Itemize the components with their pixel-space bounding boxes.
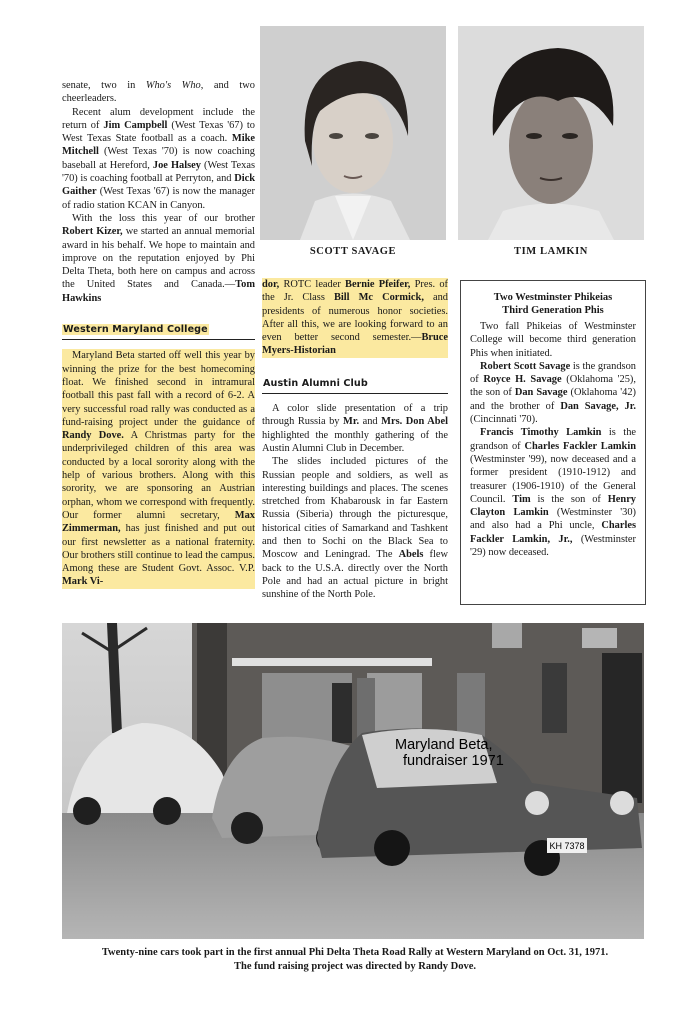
maryland-continued-paragraph xyxy=(262,278,448,358)
bold-name: Charles Fackler Lamkin, Jr., xyxy=(470,520,636,545)
westminster-sidebar-box xyxy=(460,280,646,605)
bold-name: Bill Mc Cormick, xyxy=(333,292,424,304)
bold-name: Dan Savage xyxy=(514,387,568,399)
austin-paragraph-2 xyxy=(262,455,448,601)
text-run: is the son of xyxy=(530,493,608,505)
road-rally-photo xyxy=(62,623,644,939)
bold-name: Mrs. Don Abel xyxy=(381,416,448,428)
text-run: flew back to the U.S.A. directly over the North Pole and had an actual picture in bright sunshine of the North Pole. xyxy=(262,549,448,601)
bold-name: dor, xyxy=(262,279,280,290)
text-run: ROTC leader xyxy=(279,279,346,290)
bold-name: Royce H. Savage xyxy=(483,374,562,386)
caption-tim-lamkin: TIM LAMKIN xyxy=(514,246,588,257)
bold-name: Mark Vi- xyxy=(62,576,104,588)
bold-name: Tim xyxy=(512,493,531,505)
text-run: and presidents of numerous honor societies. After all this, we are looking forward to an even better second semester.— xyxy=(262,292,448,344)
austin-paragraph-1 xyxy=(262,402,448,455)
bold-name: Mike Mitchell xyxy=(62,133,255,158)
text-run: Recent alum development include the return of xyxy=(62,106,255,131)
bold-name: Dick Gaither xyxy=(62,173,255,198)
bold-name: Randy Dove. xyxy=(62,430,124,442)
bold-name: Max Zimmerman, xyxy=(62,509,255,535)
text-run: (West Texas '70) is now coaching baseball at Hereford, xyxy=(62,146,255,171)
text-run: (Westminster '30) and also had a Phi uncle, xyxy=(470,507,636,532)
box-paragraph-3 xyxy=(470,426,636,559)
road-rally-caption: Twenty-nine cars took part in the first annual Phi Delta Theta Road Rally at Western Maryland on Oct. 31, 1971. The fund raising project was directed by Randy Dove. xyxy=(101,947,609,972)
text-run: is the grandson of xyxy=(470,427,636,452)
middle-column xyxy=(262,278,448,602)
text-run: is the grandson of xyxy=(470,360,636,386)
text-run: (West Texas '70) is coaching football at Perryton, and xyxy=(62,159,255,185)
bold-name: Jim Campbell xyxy=(103,119,168,131)
bold-name: Joe Halsey xyxy=(152,159,201,171)
left-column xyxy=(62,79,255,589)
text-run: (West Texas '67) to West Texas State football as a coach. xyxy=(62,119,255,145)
photo-overlay-label: Maryland Beta, fundraiser 1971 xyxy=(395,737,504,769)
text-run: A color slide presentation of a trip through Russia by xyxy=(262,403,448,428)
text-run: highlighted the monthly gathering of the Austin Alumni Club in December. xyxy=(262,429,448,454)
memorial-paragraph xyxy=(62,212,255,305)
bold-name: Charles Fackler Lamkin xyxy=(524,440,636,452)
text-run: The slides included pictures of the Russian people and soldiers, as well as interesting buildings and places. The scenes stretched from Khabarousk in far Eastern Russia (Siberia) through the picturesque, historical cities of Samarkand and Tashkent and then to Sochi on the Black Sea to Moscow and Leningrad. The xyxy=(262,456,448,561)
portrait-photo-tim-lamkin xyxy=(458,26,644,240)
intro-paragraph: senate, two in Who's Who, and two cheerleaders. xyxy=(62,80,255,105)
bold-name: Henry Clayton Lamkin xyxy=(470,493,636,519)
section-heading-austin-alumni: Austin Alumni Club xyxy=(262,377,448,394)
portrait-illustration xyxy=(260,26,446,240)
text-run: (Cincinnati '70). xyxy=(470,414,538,426)
text-run: and xyxy=(359,416,382,428)
text-run: Pres. of the Jr. Class xyxy=(262,279,448,304)
bold-name: Mr. xyxy=(343,416,360,428)
box-paragraph-1 xyxy=(470,320,636,360)
alum-paragraph xyxy=(62,106,255,212)
bold-name: Robert Kizer, xyxy=(62,226,123,238)
text-run: (West Texas '67) is now the manager of radio station KCAN in Canyon. xyxy=(62,186,255,211)
license-plate: KH 7378 xyxy=(549,841,585,851)
bold-name: Tom Hawkins xyxy=(62,279,255,304)
bold-name: Bruce Myers-Historian xyxy=(262,332,448,357)
bold-name: Francis Timothy Lamkin xyxy=(480,427,602,439)
caption-scott-savage: SCOTT SAVAGE xyxy=(309,246,397,257)
portrait-photo-scott-savage xyxy=(260,26,446,240)
text-run: (Oklahoma '25), the son of xyxy=(470,374,636,399)
section-heading-western-maryland: Western Maryland College xyxy=(62,323,255,340)
text-run: Two fall Phikeias of Westminster College will become third generation Phis when initiated. xyxy=(470,321,636,359)
box-paragraph-2 xyxy=(470,360,636,426)
text-run: (Oklahoma '42) and the brother of xyxy=(470,387,636,412)
text-run: (Westminster '29) now deceased. xyxy=(470,533,636,559)
portrait-illustration xyxy=(458,26,644,240)
box-title: Two Westminster Phikeias Third Generation Phis xyxy=(493,292,613,316)
text-run: A Christmas party for the underprivileged children of this area was conducted by a local sorority along with the help of various brothers. Along with this sorority, we are sponsoring an Austrian orphan, whom we correspond with frequently. Our former alumni secretary, xyxy=(62,430,255,521)
text-run: With the loss this year of our brother xyxy=(72,212,255,224)
text-run: we started an annual memorial award in his behalf. We hope to maintain and improve on the reputation enjoyed by Phi Delta Theta, both here on campus and across the United States and Canada.— xyxy=(62,226,255,291)
bold-name: Robert Scott Savage xyxy=(480,360,571,372)
maryland-paragraph xyxy=(62,349,255,588)
text-run: (Westminster '99), now deceased and a former president (1910-1912) and treasurer (1906-1910) of the General Council. xyxy=(470,453,636,505)
bold-name: Dan Savage, Jr. xyxy=(560,400,636,412)
text-run: Maryland Beta started off well this year by winning the prize for the best homecoming float. We finished second in intramural football this past fall with a record of 6-2. A very successful road rally was conducted as a fund-raising project under the guidance of xyxy=(62,350,255,428)
bold-name: Bernie Pfeifer, xyxy=(345,279,411,290)
text-run: has just finished and put out our first newsletter as a national fraternity. Our brothers still continue to lead the campus. Among these are Student Govt. Assoc. V.P. xyxy=(62,523,255,575)
bold-name: Abels xyxy=(398,549,424,561)
road-rally-illustration xyxy=(62,623,644,939)
